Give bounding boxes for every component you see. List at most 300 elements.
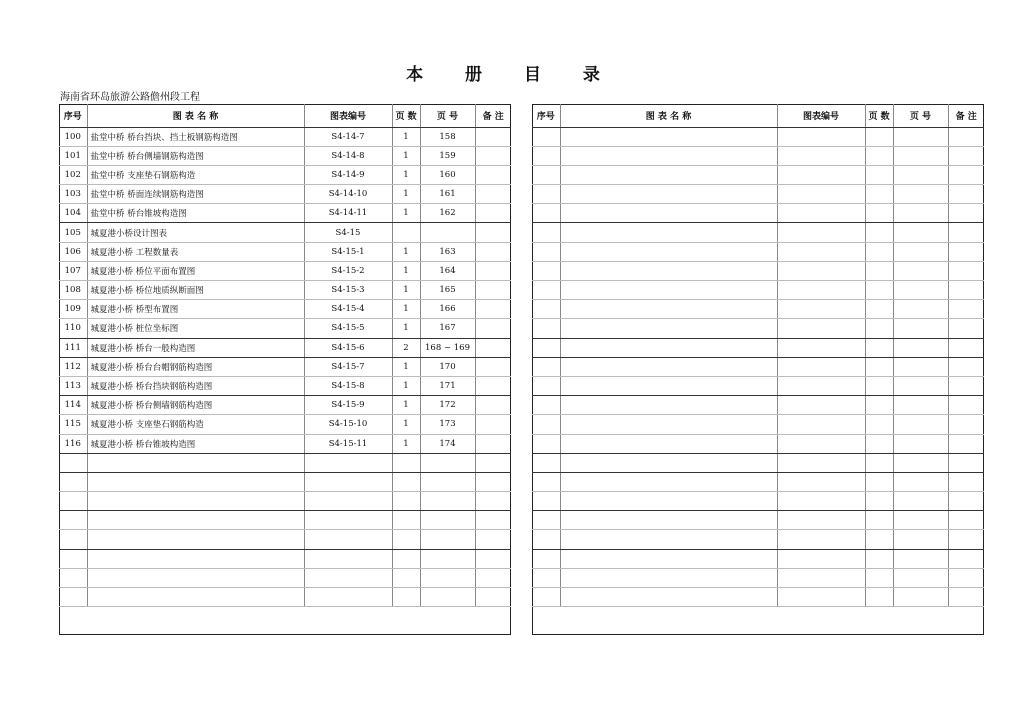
header-code: 图表编号 <box>777 104 865 127</box>
row-note <box>475 396 511 415</box>
row-pages-empty <box>865 568 893 587</box>
table-row <box>59 261 511 280</box>
row-name-empty <box>560 204 777 223</box>
table-row-empty <box>532 511 984 530</box>
row-name-empty <box>560 434 777 453</box>
row-note <box>475 415 511 434</box>
row-note <box>475 146 511 165</box>
row-note <box>475 511 511 530</box>
table-row <box>59 549 511 568</box>
row-note <box>475 357 511 376</box>
row-pages <box>392 511 420 530</box>
row-page-no <box>420 568 475 587</box>
row-pages-empty <box>865 530 893 549</box>
row-page-no-empty <box>893 472 948 491</box>
row-pages <box>392 530 420 549</box>
row-seq-empty <box>532 261 560 280</box>
row-code: S4-15-1 <box>304 242 392 261</box>
row-page-no-empty <box>893 165 948 184</box>
row-page-no: 170 <box>420 357 475 376</box>
row-page-no: 162 <box>420 204 475 223</box>
row-page-no-empty <box>893 223 948 242</box>
table-row-empty <box>532 530 984 549</box>
table-row <box>59 434 511 453</box>
row-seq <box>59 511 87 530</box>
row-name-empty <box>560 300 777 319</box>
row-seq-empty <box>532 319 560 338</box>
row-seq: 102 <box>59 165 87 184</box>
table-row-empty <box>532 165 984 184</box>
row-name: 盐堂中桥 桥台挡块、挡土板钢筋构造图 <box>87 127 304 146</box>
table-row-empty <box>532 492 984 511</box>
row-page-no-empty <box>893 396 948 415</box>
table-row <box>59 568 511 587</box>
row-note <box>475 185 511 204</box>
row-code-empty <box>777 415 865 434</box>
row-name-empty <box>560 549 777 568</box>
row-name-empty <box>560 511 777 530</box>
row-page-no: 167 <box>420 319 475 338</box>
row-pages-empty <box>865 472 893 491</box>
row-note <box>475 376 511 395</box>
table-row-empty <box>532 472 984 491</box>
row-pages: 1 <box>392 146 420 165</box>
row-code-empty <box>777 319 865 338</box>
row-page-no-empty <box>893 511 948 530</box>
row-code: S4-15 <box>304 223 392 242</box>
row-code <box>304 511 392 530</box>
table-row-empty <box>532 396 984 415</box>
row-code: S4-15-5 <box>304 319 392 338</box>
row-page-no: 163 <box>420 242 475 261</box>
row-code <box>304 453 392 472</box>
row-note-empty <box>948 127 984 146</box>
row-pages-empty <box>865 204 893 223</box>
row-note-empty <box>948 185 984 204</box>
row-pages: 1 <box>392 281 420 300</box>
row-code-empty <box>777 434 865 453</box>
row-page-no: 172 <box>420 396 475 415</box>
row-page-no <box>420 588 475 607</box>
row-seq: 111 <box>59 338 87 357</box>
row-note <box>475 242 511 261</box>
table-row <box>59 511 511 530</box>
header-code: 图表编号 <box>304 104 392 127</box>
row-pages-empty <box>865 511 893 530</box>
row-page-no-empty <box>893 415 948 434</box>
row-page-no-empty <box>893 549 948 568</box>
row-seq-empty <box>532 357 560 376</box>
row-name <box>87 549 304 568</box>
row-code-empty <box>777 453 865 472</box>
row-pages-empty <box>865 261 893 280</box>
table-row-empty <box>532 568 984 587</box>
row-seq: 103 <box>59 185 87 204</box>
row-name-empty <box>560 223 777 242</box>
table-row <box>59 165 511 184</box>
row-page-no: 164 <box>420 261 475 280</box>
row-note-empty <box>948 204 984 223</box>
table-row <box>59 588 511 607</box>
row-pages: 1 <box>392 300 420 319</box>
row-pages: 1 <box>392 376 420 395</box>
row-pages-empty <box>865 396 893 415</box>
row-code-empty <box>777 338 865 357</box>
row-code: S4-15-2 <box>304 261 392 280</box>
row-page-no-empty <box>893 588 948 607</box>
row-seq-empty <box>532 185 560 204</box>
row-name: 城夏港小桥 桥位平面布置图 <box>87 261 304 280</box>
row-code-empty <box>777 472 865 491</box>
row-note-empty <box>948 396 984 415</box>
row-name: 城夏港小桥 桥台侧墙钢筋构造图 <box>87 396 304 415</box>
right-index-table <box>532 104 984 607</box>
table-row-empty <box>532 204 984 223</box>
row-seq-empty <box>532 492 560 511</box>
row-code-empty <box>777 223 865 242</box>
table-row <box>59 300 511 319</box>
row-code-empty <box>777 511 865 530</box>
row-page-no-empty <box>893 357 948 376</box>
row-page-no-empty <box>893 319 948 338</box>
table-row-empty <box>532 281 984 300</box>
row-name-empty <box>560 530 777 549</box>
row-note-empty <box>948 511 984 530</box>
project-name: 海南省环岛旅游公路儋州段工程 <box>60 92 200 103</box>
row-pages <box>392 492 420 511</box>
row-pages <box>392 223 420 242</box>
table-row-empty <box>532 185 984 204</box>
table-row <box>59 338 511 357</box>
row-name-empty <box>560 472 777 491</box>
row-note-empty <box>948 415 984 434</box>
header-page-no: 页 号 <box>420 104 475 127</box>
row-code: S4-15-9 <box>304 396 392 415</box>
row-note-empty <box>948 338 984 357</box>
row-note-empty <box>948 281 984 300</box>
row-name-empty <box>560 242 777 261</box>
row-pages-empty <box>865 549 893 568</box>
row-page-no: 160 <box>420 165 475 184</box>
row-name-empty <box>560 453 777 472</box>
row-code: S4-15-6 <box>304 338 392 357</box>
row-code-empty <box>777 127 865 146</box>
row-seq-empty <box>532 588 560 607</box>
row-page-no <box>420 223 475 242</box>
table-row-empty <box>532 434 984 453</box>
table-row-empty <box>532 242 984 261</box>
row-seq <box>59 588 87 607</box>
row-name <box>87 453 304 472</box>
row-code <box>304 472 392 491</box>
row-name: 城夏港小桥 支座垫石钢筋构造 <box>87 415 304 434</box>
row-code: S4-15-11 <box>304 434 392 453</box>
row-code-empty <box>777 492 865 511</box>
row-note-empty <box>948 357 984 376</box>
row-pages <box>392 549 420 568</box>
row-seq: 107 <box>59 261 87 280</box>
row-note <box>475 281 511 300</box>
row-code-empty <box>777 146 865 165</box>
row-code-empty <box>777 204 865 223</box>
row-pages-empty <box>865 281 893 300</box>
header-pages: 页 数 <box>865 104 893 127</box>
row-seq: 105 <box>59 223 87 242</box>
row-note <box>475 204 511 223</box>
row-note <box>475 588 511 607</box>
row-name-empty <box>560 146 777 165</box>
row-code <box>304 530 392 549</box>
row-name <box>87 568 304 587</box>
right-header-row <box>532 104 984 127</box>
row-note <box>475 127 511 146</box>
header-seq: 序号 <box>532 104 560 127</box>
row-name <box>87 511 304 530</box>
row-seq <box>59 568 87 587</box>
row-page-no: 174 <box>420 434 475 453</box>
row-page-no-empty <box>893 146 948 165</box>
row-page-no-empty <box>893 185 948 204</box>
row-note-empty <box>948 223 984 242</box>
row-page-no: 171 <box>420 376 475 395</box>
row-page-no-empty <box>893 492 948 511</box>
row-name: 城夏港小桥 桥台一般构造图 <box>87 338 304 357</box>
row-pages: 1 <box>392 242 420 261</box>
row-code: S4-15-4 <box>304 300 392 319</box>
row-name-empty <box>560 588 777 607</box>
row-name-empty <box>560 261 777 280</box>
row-code-empty <box>777 530 865 549</box>
row-name-empty <box>560 127 777 146</box>
row-note-empty <box>948 376 984 395</box>
row-name: 城夏港小桥 桩位坐标图 <box>87 319 304 338</box>
row-pages <box>392 472 420 491</box>
row-code-empty <box>777 549 865 568</box>
row-name <box>87 472 304 491</box>
row-pages-empty <box>865 376 893 395</box>
table-row-empty <box>532 415 984 434</box>
row-page-no-empty <box>893 242 948 261</box>
row-seq-empty <box>532 338 560 357</box>
row-pages-empty <box>865 242 893 261</box>
row-note-empty <box>948 530 984 549</box>
row-page-no: 173 <box>420 415 475 434</box>
row-code-empty <box>777 376 865 395</box>
table-row-empty <box>532 146 984 165</box>
row-pages-empty <box>865 453 893 472</box>
row-pages-empty <box>865 127 893 146</box>
row-note <box>475 568 511 587</box>
row-code: S4-15-10 <box>304 415 392 434</box>
table-row-empty <box>532 588 984 607</box>
row-code <box>304 568 392 587</box>
row-name-empty <box>560 396 777 415</box>
row-note-empty <box>948 300 984 319</box>
row-code: S4-14-7 <box>304 127 392 146</box>
row-name: 盐堂中桥 桥台侧墙钢筋构造图 <box>87 146 304 165</box>
row-pages-empty <box>865 146 893 165</box>
row-seq: 106 <box>59 242 87 261</box>
table-row <box>59 357 511 376</box>
table-row <box>59 185 511 204</box>
table-row-empty <box>532 127 984 146</box>
row-pages: 1 <box>392 127 420 146</box>
row-code: S4-14-10 <box>304 185 392 204</box>
row-note-empty <box>948 472 984 491</box>
row-name-empty <box>560 281 777 300</box>
header-name: 图 表 名 称 <box>87 104 304 127</box>
row-name-empty <box>560 165 777 184</box>
row-pages: 1 <box>392 396 420 415</box>
row-code-empty <box>777 185 865 204</box>
row-page-no-empty <box>893 300 948 319</box>
row-page-no: 168 ~ 169 <box>420 338 475 357</box>
row-seq-empty <box>532 223 560 242</box>
page-title: 本 册 目 录 <box>406 65 618 85</box>
table-row <box>59 242 511 261</box>
row-code: S4-14-11 <box>304 204 392 223</box>
left-index-table <box>59 104 511 607</box>
row-pages: 2 <box>392 338 420 357</box>
row-note <box>475 472 511 491</box>
row-seq: 112 <box>59 357 87 376</box>
row-page-no: 159 <box>420 146 475 165</box>
row-seq: 113 <box>59 376 87 395</box>
table-row <box>59 376 511 395</box>
row-note <box>475 453 511 472</box>
row-name-empty <box>560 185 777 204</box>
row-code-empty <box>777 396 865 415</box>
table-row-empty <box>532 549 984 568</box>
row-seq-empty <box>532 376 560 395</box>
row-code <box>304 492 392 511</box>
row-note <box>475 300 511 319</box>
row-seq: 114 <box>59 396 87 415</box>
row-note <box>475 338 511 357</box>
row-code: S4-14-9 <box>304 165 392 184</box>
row-note-empty <box>948 319 984 338</box>
row-name <box>87 492 304 511</box>
header-page-no: 页 号 <box>893 104 948 127</box>
row-pages: 1 <box>392 434 420 453</box>
row-name: 城夏港小桥 桥台台帽钢筋构造图 <box>87 357 304 376</box>
row-seq: 108 <box>59 281 87 300</box>
row-seq-empty <box>532 242 560 261</box>
row-page-no <box>420 549 475 568</box>
row-name <box>87 588 304 607</box>
row-page-no <box>420 530 475 549</box>
row-pages: 1 <box>392 415 420 434</box>
row-note-empty <box>948 588 984 607</box>
row-pages-empty <box>865 319 893 338</box>
row-seq: 110 <box>59 319 87 338</box>
left-header-row <box>59 104 511 127</box>
row-page-no-empty <box>893 530 948 549</box>
table-row-empty <box>532 261 984 280</box>
table-row-empty <box>532 376 984 395</box>
row-pages-empty <box>865 185 893 204</box>
row-pages: 1 <box>392 261 420 280</box>
row-pages-empty <box>865 223 893 242</box>
table-row <box>59 396 511 415</box>
row-pages: 1 <box>392 165 420 184</box>
row-code <box>304 549 392 568</box>
row-code: S4-15-7 <box>304 357 392 376</box>
row-pages <box>392 453 420 472</box>
row-note <box>475 434 511 453</box>
row-pages-empty <box>865 165 893 184</box>
row-pages: 1 <box>392 185 420 204</box>
table-row-empty <box>532 357 984 376</box>
row-pages-empty <box>865 357 893 376</box>
row-seq-empty <box>532 300 560 319</box>
table-row <box>59 127 511 146</box>
table-row <box>59 492 511 511</box>
row-note <box>475 165 511 184</box>
row-page-no-empty <box>893 281 948 300</box>
row-note-empty <box>948 453 984 472</box>
table-row <box>59 453 511 472</box>
row-seq-empty <box>532 549 560 568</box>
row-name-empty <box>560 319 777 338</box>
row-name: 城夏港小桥 工程数量表 <box>87 242 304 261</box>
row-page-no-empty <box>893 261 948 280</box>
row-seq: 116 <box>59 434 87 453</box>
row-page-no <box>420 492 475 511</box>
row-name-empty <box>560 357 777 376</box>
row-page-no: 161 <box>420 185 475 204</box>
row-seq: 109 <box>59 300 87 319</box>
row-name: 盐堂中桥 桥面连续钢筋构造图 <box>87 185 304 204</box>
row-pages-empty <box>865 300 893 319</box>
row-code-empty <box>777 568 865 587</box>
row-note <box>475 261 511 280</box>
table-row <box>59 204 511 223</box>
row-note-empty <box>948 549 984 568</box>
row-code-empty <box>777 588 865 607</box>
row-seq: 104 <box>59 204 87 223</box>
row-pages-empty <box>865 492 893 511</box>
row-page-no-empty <box>893 453 948 472</box>
row-pages <box>392 568 420 587</box>
row-code-empty <box>777 242 865 261</box>
row-note <box>475 223 511 242</box>
row-pages: 1 <box>392 204 420 223</box>
header-note: 备 注 <box>475 104 511 127</box>
row-page-no <box>420 511 475 530</box>
row-note-empty <box>948 434 984 453</box>
row-page-no-empty <box>893 204 948 223</box>
row-seq: 100 <box>59 127 87 146</box>
row-name: 城夏港小桥 桥台锥坡构造图 <box>87 434 304 453</box>
row-seq: 115 <box>59 415 87 434</box>
row-note-empty <box>948 492 984 511</box>
row-page-no-empty <box>893 434 948 453</box>
table-row <box>59 415 511 434</box>
row-pages-empty <box>865 588 893 607</box>
row-name: 城夏港小桥设计图表 <box>87 223 304 242</box>
row-page-no: 165 <box>420 281 475 300</box>
table-row-empty <box>532 319 984 338</box>
row-note-empty <box>948 146 984 165</box>
header-name: 图 表 名 称 <box>560 104 777 127</box>
row-code: S4-15-3 <box>304 281 392 300</box>
header-seq: 序号 <box>59 104 87 127</box>
row-seq-empty <box>532 281 560 300</box>
row-seq-empty <box>532 453 560 472</box>
row-seq <box>59 492 87 511</box>
row-pages-empty <box>865 338 893 357</box>
